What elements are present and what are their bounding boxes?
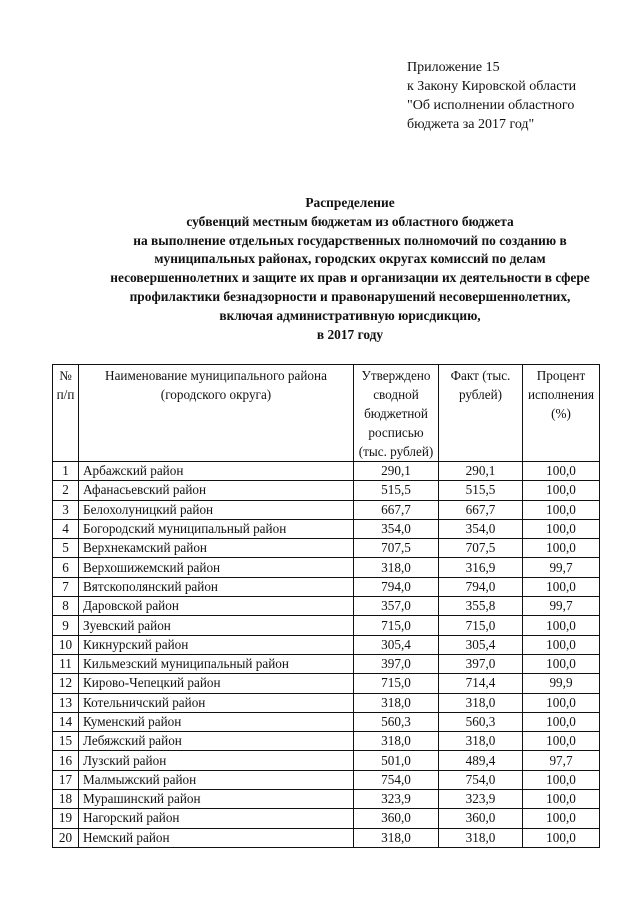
cell-name: Нагорский район bbox=[79, 809, 354, 828]
cell-name: Куменский район bbox=[79, 712, 354, 731]
appendix-header bbox=[407, 58, 576, 134]
cell-fact: 318,0 bbox=[439, 828, 523, 847]
cell-approved: 357,0 bbox=[354, 597, 439, 616]
cell-fact: 318,0 bbox=[439, 732, 523, 751]
cell-fact: 323,9 bbox=[439, 790, 523, 809]
table-row bbox=[53, 770, 600, 789]
cell-approved: 667,7 bbox=[354, 500, 439, 519]
cell-name: Белохолуницкий район bbox=[79, 500, 354, 519]
table-row bbox=[53, 751, 600, 770]
cell-num: 4 bbox=[53, 519, 79, 538]
table-row bbox=[53, 732, 600, 751]
cell-fact: 354,0 bbox=[439, 519, 523, 538]
cell-percent: 99,7 bbox=[523, 597, 600, 616]
cell-name: Верхнекамский район bbox=[79, 539, 354, 558]
cell-percent: 97,7 bbox=[523, 751, 600, 770]
cell-fact: 316,9 bbox=[439, 558, 523, 577]
cell-approved: 754,0 bbox=[354, 770, 439, 789]
cell-name: Вятскополянский район bbox=[79, 577, 354, 596]
cell-fact: 515,5 bbox=[439, 481, 523, 500]
appendix-line: Приложение 15 bbox=[407, 60, 500, 75]
cell-fact: 560,3 bbox=[439, 712, 523, 731]
table-row bbox=[53, 712, 600, 731]
table-row bbox=[53, 481, 600, 500]
appendix-line: "Об исполнении областного bbox=[407, 98, 575, 113]
cell-approved: 707,5 bbox=[354, 539, 439, 558]
appendix-line: бюджета за 2017 год" bbox=[407, 117, 535, 132]
title-line: несовершеннолетних и защите их прав и организации их деятельности в сфере bbox=[110, 270, 590, 286]
cell-num: 14 bbox=[53, 712, 79, 731]
cell-name: Малмыжский район bbox=[79, 770, 354, 789]
table-row bbox=[53, 693, 600, 712]
table-row bbox=[53, 674, 600, 693]
cell-approved: 323,9 bbox=[354, 790, 439, 809]
cell-approved: 715,0 bbox=[354, 674, 439, 693]
table-row bbox=[53, 500, 600, 519]
title-line: Распределение bbox=[305, 195, 395, 210]
cell-num: 1 bbox=[53, 462, 79, 481]
table-row bbox=[53, 635, 600, 654]
cell-name: Даровской район bbox=[79, 597, 354, 616]
cell-name: Верхошижемский район bbox=[79, 558, 354, 577]
cell-name: Афанасьевский район bbox=[79, 481, 354, 500]
cell-num: 16 bbox=[53, 751, 79, 770]
header-name: Наименование муниципального района (городского округа) bbox=[79, 365, 354, 462]
cell-percent: 100,0 bbox=[523, 500, 600, 519]
cell-name: Котельничский район bbox=[79, 693, 354, 712]
cell-num: 10 bbox=[53, 635, 79, 654]
cell-fact: 355,8 bbox=[439, 597, 523, 616]
cell-fact: 794,0 bbox=[439, 577, 523, 596]
header-percent: Процент исполнения (%) bbox=[523, 365, 600, 462]
cell-percent: 100,0 bbox=[523, 616, 600, 635]
cell-name: Кильмезский муниципальный район bbox=[79, 654, 354, 673]
table-row bbox=[53, 519, 600, 538]
cell-approved: 501,0 bbox=[354, 751, 439, 770]
table-row bbox=[53, 654, 600, 673]
cell-num: 18 bbox=[53, 790, 79, 809]
cell-percent: 100,0 bbox=[523, 635, 600, 654]
cell-percent: 100,0 bbox=[523, 462, 600, 481]
cell-percent: 100,0 bbox=[523, 693, 600, 712]
cell-percent: 100,0 bbox=[523, 732, 600, 751]
cell-percent: 100,0 bbox=[523, 577, 600, 596]
cell-name: Богородский муниципальный район bbox=[79, 519, 354, 538]
header-fact: Факт (тыс. рублей) bbox=[439, 365, 523, 462]
header-num: № п/п bbox=[53, 365, 79, 462]
cell-approved: 318,0 bbox=[354, 828, 439, 847]
cell-num: 12 bbox=[53, 674, 79, 693]
cell-percent: 100,0 bbox=[523, 654, 600, 673]
cell-fact: 290,1 bbox=[439, 462, 523, 481]
cell-approved: 794,0 bbox=[354, 577, 439, 596]
cell-num: 2 bbox=[53, 481, 79, 500]
cell-num: 11 bbox=[53, 654, 79, 673]
cell-name: Лебяжский район bbox=[79, 732, 354, 751]
cell-fact: 318,0 bbox=[439, 693, 523, 712]
cell-name: Лузский район bbox=[79, 751, 354, 770]
cell-approved: 354,0 bbox=[354, 519, 439, 538]
cell-percent: 100,0 bbox=[523, 770, 600, 789]
table-row bbox=[53, 597, 600, 616]
cell-percent: 99,7 bbox=[523, 558, 600, 577]
cell-approved: 397,0 bbox=[354, 654, 439, 673]
title-line: на выполнение отдельных государственных полномочий по созданию в bbox=[133, 232, 567, 248]
cell-fact: 714,4 bbox=[439, 674, 523, 693]
title-line: муниципальных районах, городских округах комиссий по делам bbox=[154, 251, 546, 267]
cell-approved: 360,0 bbox=[354, 809, 439, 828]
title-line: субвенций местным бюджетам из областного бюджета bbox=[186, 213, 514, 229]
cell-fact: 489,4 bbox=[439, 751, 523, 770]
cell-approved: 318,0 bbox=[354, 558, 439, 577]
table-row bbox=[53, 616, 600, 635]
cell-num: 3 bbox=[53, 500, 79, 519]
cell-num: 7 bbox=[53, 577, 79, 596]
cell-num: 13 bbox=[53, 693, 79, 712]
cell-fact: 754,0 bbox=[439, 770, 523, 789]
cell-num: 5 bbox=[53, 539, 79, 558]
table-row bbox=[53, 558, 600, 577]
cell-num: 9 bbox=[53, 616, 79, 635]
cell-num: 6 bbox=[53, 558, 79, 577]
cell-approved: 318,0 bbox=[354, 693, 439, 712]
title-line: включая административную юрисдикцию, bbox=[219, 307, 481, 323]
table-body bbox=[53, 462, 600, 848]
cell-percent: 100,0 bbox=[523, 481, 600, 500]
cell-num: 15 bbox=[53, 732, 79, 751]
budget-table bbox=[52, 364, 600, 848]
cell-approved: 305,4 bbox=[354, 635, 439, 654]
cell-name: Немский район bbox=[79, 828, 354, 847]
table-row bbox=[53, 462, 600, 481]
header-approved: Утверждено сводной бюджетной росписью (тыс. рублей) bbox=[354, 365, 439, 462]
cell-fact: 667,7 bbox=[439, 500, 523, 519]
title-line: профилактики безнадзорности и правонарушений несовершеннолетних, bbox=[129, 288, 571, 304]
cell-name: Арбажский район bbox=[79, 462, 354, 481]
table-row bbox=[53, 539, 600, 558]
cell-approved: 290,1 bbox=[354, 462, 439, 481]
cell-num: 17 bbox=[53, 770, 79, 789]
cell-percent: 100,0 bbox=[523, 539, 600, 558]
cell-percent: 100,0 bbox=[523, 712, 600, 731]
cell-fact: 397,0 bbox=[439, 654, 523, 673]
cell-num: 8 bbox=[53, 597, 79, 616]
cell-fact: 715,0 bbox=[439, 616, 523, 635]
cell-percent: 99,9 bbox=[523, 674, 600, 693]
cell-name: Зуевский район bbox=[79, 616, 354, 635]
document-title bbox=[40, 194, 640, 344]
cell-num: 19 bbox=[53, 809, 79, 828]
title-line: в 2017 году bbox=[316, 326, 384, 342]
cell-percent: 100,0 bbox=[523, 809, 600, 828]
cell-percent: 100,0 bbox=[523, 790, 600, 809]
cell-fact: 360,0 bbox=[439, 809, 523, 828]
cell-name: Мурашинский район bbox=[79, 790, 354, 809]
cell-approved: 318,0 bbox=[354, 732, 439, 751]
cell-percent: 100,0 bbox=[523, 519, 600, 538]
cell-fact: 707,5 bbox=[439, 539, 523, 558]
table-header-row bbox=[53, 365, 600, 462]
cell-name: Кирово-Чепецкий район bbox=[79, 674, 354, 693]
appendix-line: к Закону Кировской области bbox=[407, 79, 577, 94]
cell-approved: 715,0 bbox=[354, 616, 439, 635]
cell-approved: 515,5 bbox=[354, 481, 439, 500]
cell-approved: 560,3 bbox=[354, 712, 439, 731]
table-row bbox=[53, 809, 600, 828]
cell-fact: 305,4 bbox=[439, 635, 523, 654]
cell-percent: 100,0 bbox=[523, 828, 600, 847]
table-row bbox=[53, 790, 600, 809]
cell-name: Кикнурский район bbox=[79, 635, 354, 654]
cell-num: 20 bbox=[53, 828, 79, 847]
table-row bbox=[53, 577, 600, 596]
table-row bbox=[53, 828, 600, 847]
